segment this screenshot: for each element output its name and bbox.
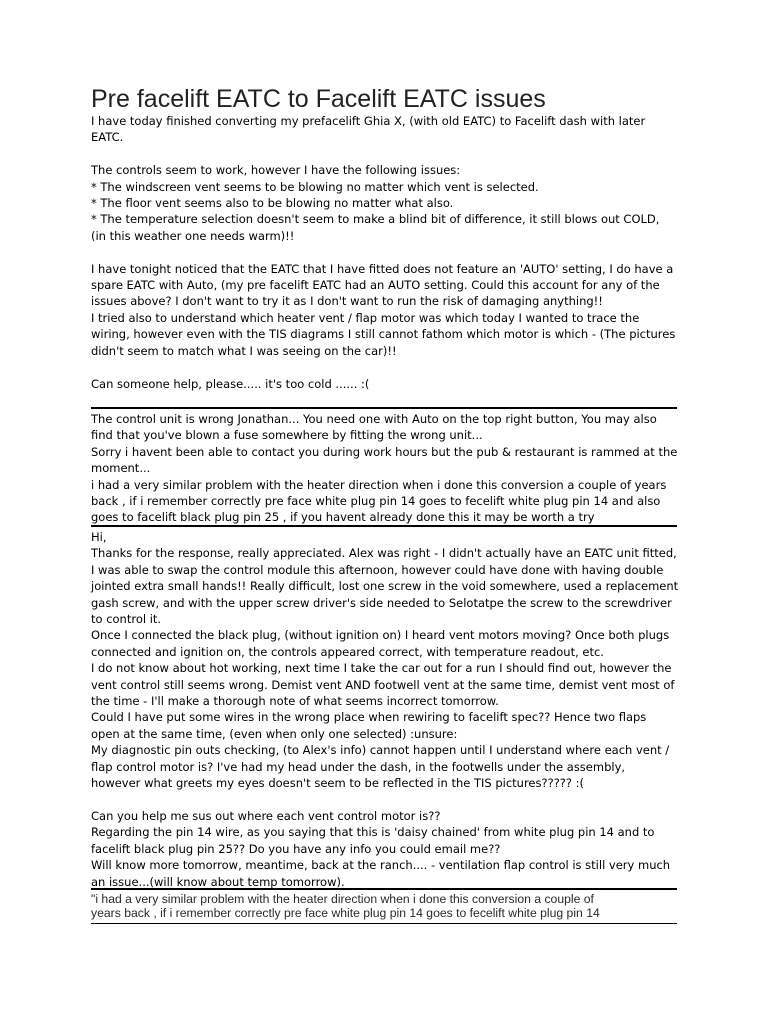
original-post [91, 113, 681, 392]
post-line: I have tonight noticed that the EATC that I have fitted does not feature an 'AUTO' setting, I do have a [91, 261, 674, 276]
reply-line: goes to facelift black plug pin 25 , if you havent already done this it may be worth a try [91, 510, 595, 525]
reply-1 [91, 411, 681, 526]
reply-line: The control unit is wrong Jonathan... You need one with Auto on the top right button, You may also [91, 412, 657, 426]
reply-line: back , if i remember correctly pre face white plug pin 14 goes to fecelift white plug pin 14 and also [91, 494, 661, 509]
reply-line: find that you've blown a fuse somewhere by fitting the wrong unit... [91, 428, 483, 443]
reply-line: Regarding the pin 14 wire, as you saying that this is 'daisy chained' from white plug pin 14 and to [91, 825, 655, 840]
reply-line: vent control still seems wrong. Demist vent AND footwell vent at the same time, demist vent most of [91, 677, 675, 692]
post-line [91, 146, 681, 162]
post-line: didn't seem to match what I was seeing on the car)!! [91, 343, 397, 358]
quote-bottom-divider [91, 923, 677, 924]
post-line [91, 359, 681, 375]
post-divider [91, 407, 677, 409]
reply-line: however what greets my eyes doesn't seem to be reflected in the TIS pictures????? :( [91, 776, 585, 791]
reply-line: Hi, [91, 530, 107, 544]
post-line: I tried also to understand which heater vent / flap motor was which today I wanted to trace the [91, 310, 640, 325]
reply-line: Sorry i havent been able to contact you during work hours but the pub & restaurant is rammed at the [91, 444, 678, 459]
post-line [91, 244, 681, 260]
reply-line: Once I connected the black plug, (without ignition on) I heard vent motors moving? Once both plugs [91, 628, 670, 643]
post-line: (in this weather one needs warm)!! [91, 228, 295, 243]
post-line: * The windscreen vent seems to be blowing no matter which vent is selected. [91, 179, 539, 194]
quote-line: years back , if i remember correctly pre face white plug pin 14 goes to fecelift white plug pin 14 [91, 906, 600, 921]
post-line: Can someone help, please..... it's too cold ...... :( [91, 376, 370, 391]
reply-line: an issue...(will know about temp tomorrow). [91, 874, 345, 889]
post-line: wiring, however even with the TIS diagrams I still cannot fathom which motor is which - (The pictures [91, 327, 676, 342]
reply-line: to control it. [91, 612, 162, 627]
reply-line: gash screw, and with the upper screw driver's side needed to Selotatpe the screw to the screwdriver [91, 595, 672, 610]
reply-line: I do not know about hot working, next time I take the car out for a run I should find out, however the [91, 661, 672, 676]
reply-line: Can you help me sus out where each vent control motor is?? [91, 808, 441, 823]
reply-line: I was able to swap the control module this afternoon, however could have done with having double [91, 562, 664, 577]
reply-line: Could I have put some wires in the wrong place when rewiring to facelift spec?? Hence two flaps [91, 710, 647, 725]
reply-line: i had a very similar problem with the heater direction when i done this conversion a couple of years [91, 477, 667, 492]
post-line: The controls seem to work, however I have the following issues: [91, 163, 461, 178]
quoted-reply [91, 892, 681, 921]
reply-line: Will know more tomorrow, meantime, back at the ranch.... - ventilation flap control is still very much [91, 858, 671, 873]
quote-line: "i had a very similar problem with the heater direction when i done this conversion a couple of [91, 892, 594, 906]
reply-line: facelift black plug pin 25?? Do you have any info you could email me?? [91, 841, 501, 856]
reply-line: jointed extra small hands!! Really difficult, lost one screw in the void somewhere, used a replacement [91, 579, 679, 594]
post-line: spare EATC with Auto, (my pre facelift EATC had an AUTO setting. Could this account for any of the [91, 278, 660, 293]
reply-line: connected and ignition on, the controls appeared correct, with temperature readout, etc. [91, 644, 604, 659]
reply-line: open at the same time, (even when only one selected) :unsure: [91, 726, 458, 741]
post-line: * The temperature selection doesn't seem to make a blind bit of difference, it still blows out COLD, [91, 212, 660, 227]
reply-line: flap control motor is? I've had my head under the dash, in the footwells under the assembly, [91, 759, 626, 774]
page-title: Pre facelift EATC to Facelift EATC issues [91, 85, 546, 113]
reply-2 [91, 529, 681, 890]
reply-line [91, 792, 681, 808]
reply-line: Thanks for the response, really appreciated. Alex was right - I didn't actually have an EATC unit fitted, [91, 546, 677, 561]
reply-divider [91, 525, 677, 527]
quote-divider [91, 888, 677, 890]
post-line: * The floor vent seems also to be blowing no matter what also. [91, 196, 454, 211]
post-line: issues above? I don't want to try it as I don't want to run the risk of damaging anything!! [91, 294, 603, 309]
post-line: I have today finished converting my prefacelift Ghia X, (with old EATC) to Facelift dash with later [91, 114, 646, 128]
reply-line: moment... [91, 461, 151, 476]
reply-line: the time - I'll make a thorough note of what seems incorrect tomorrow. [91, 694, 499, 709]
post-line: EATC. [91, 130, 124, 145]
reply-line: My diagnostic pin outs checking, (to Alex's info) cannot happen until I understand where each vent / [91, 743, 670, 758]
